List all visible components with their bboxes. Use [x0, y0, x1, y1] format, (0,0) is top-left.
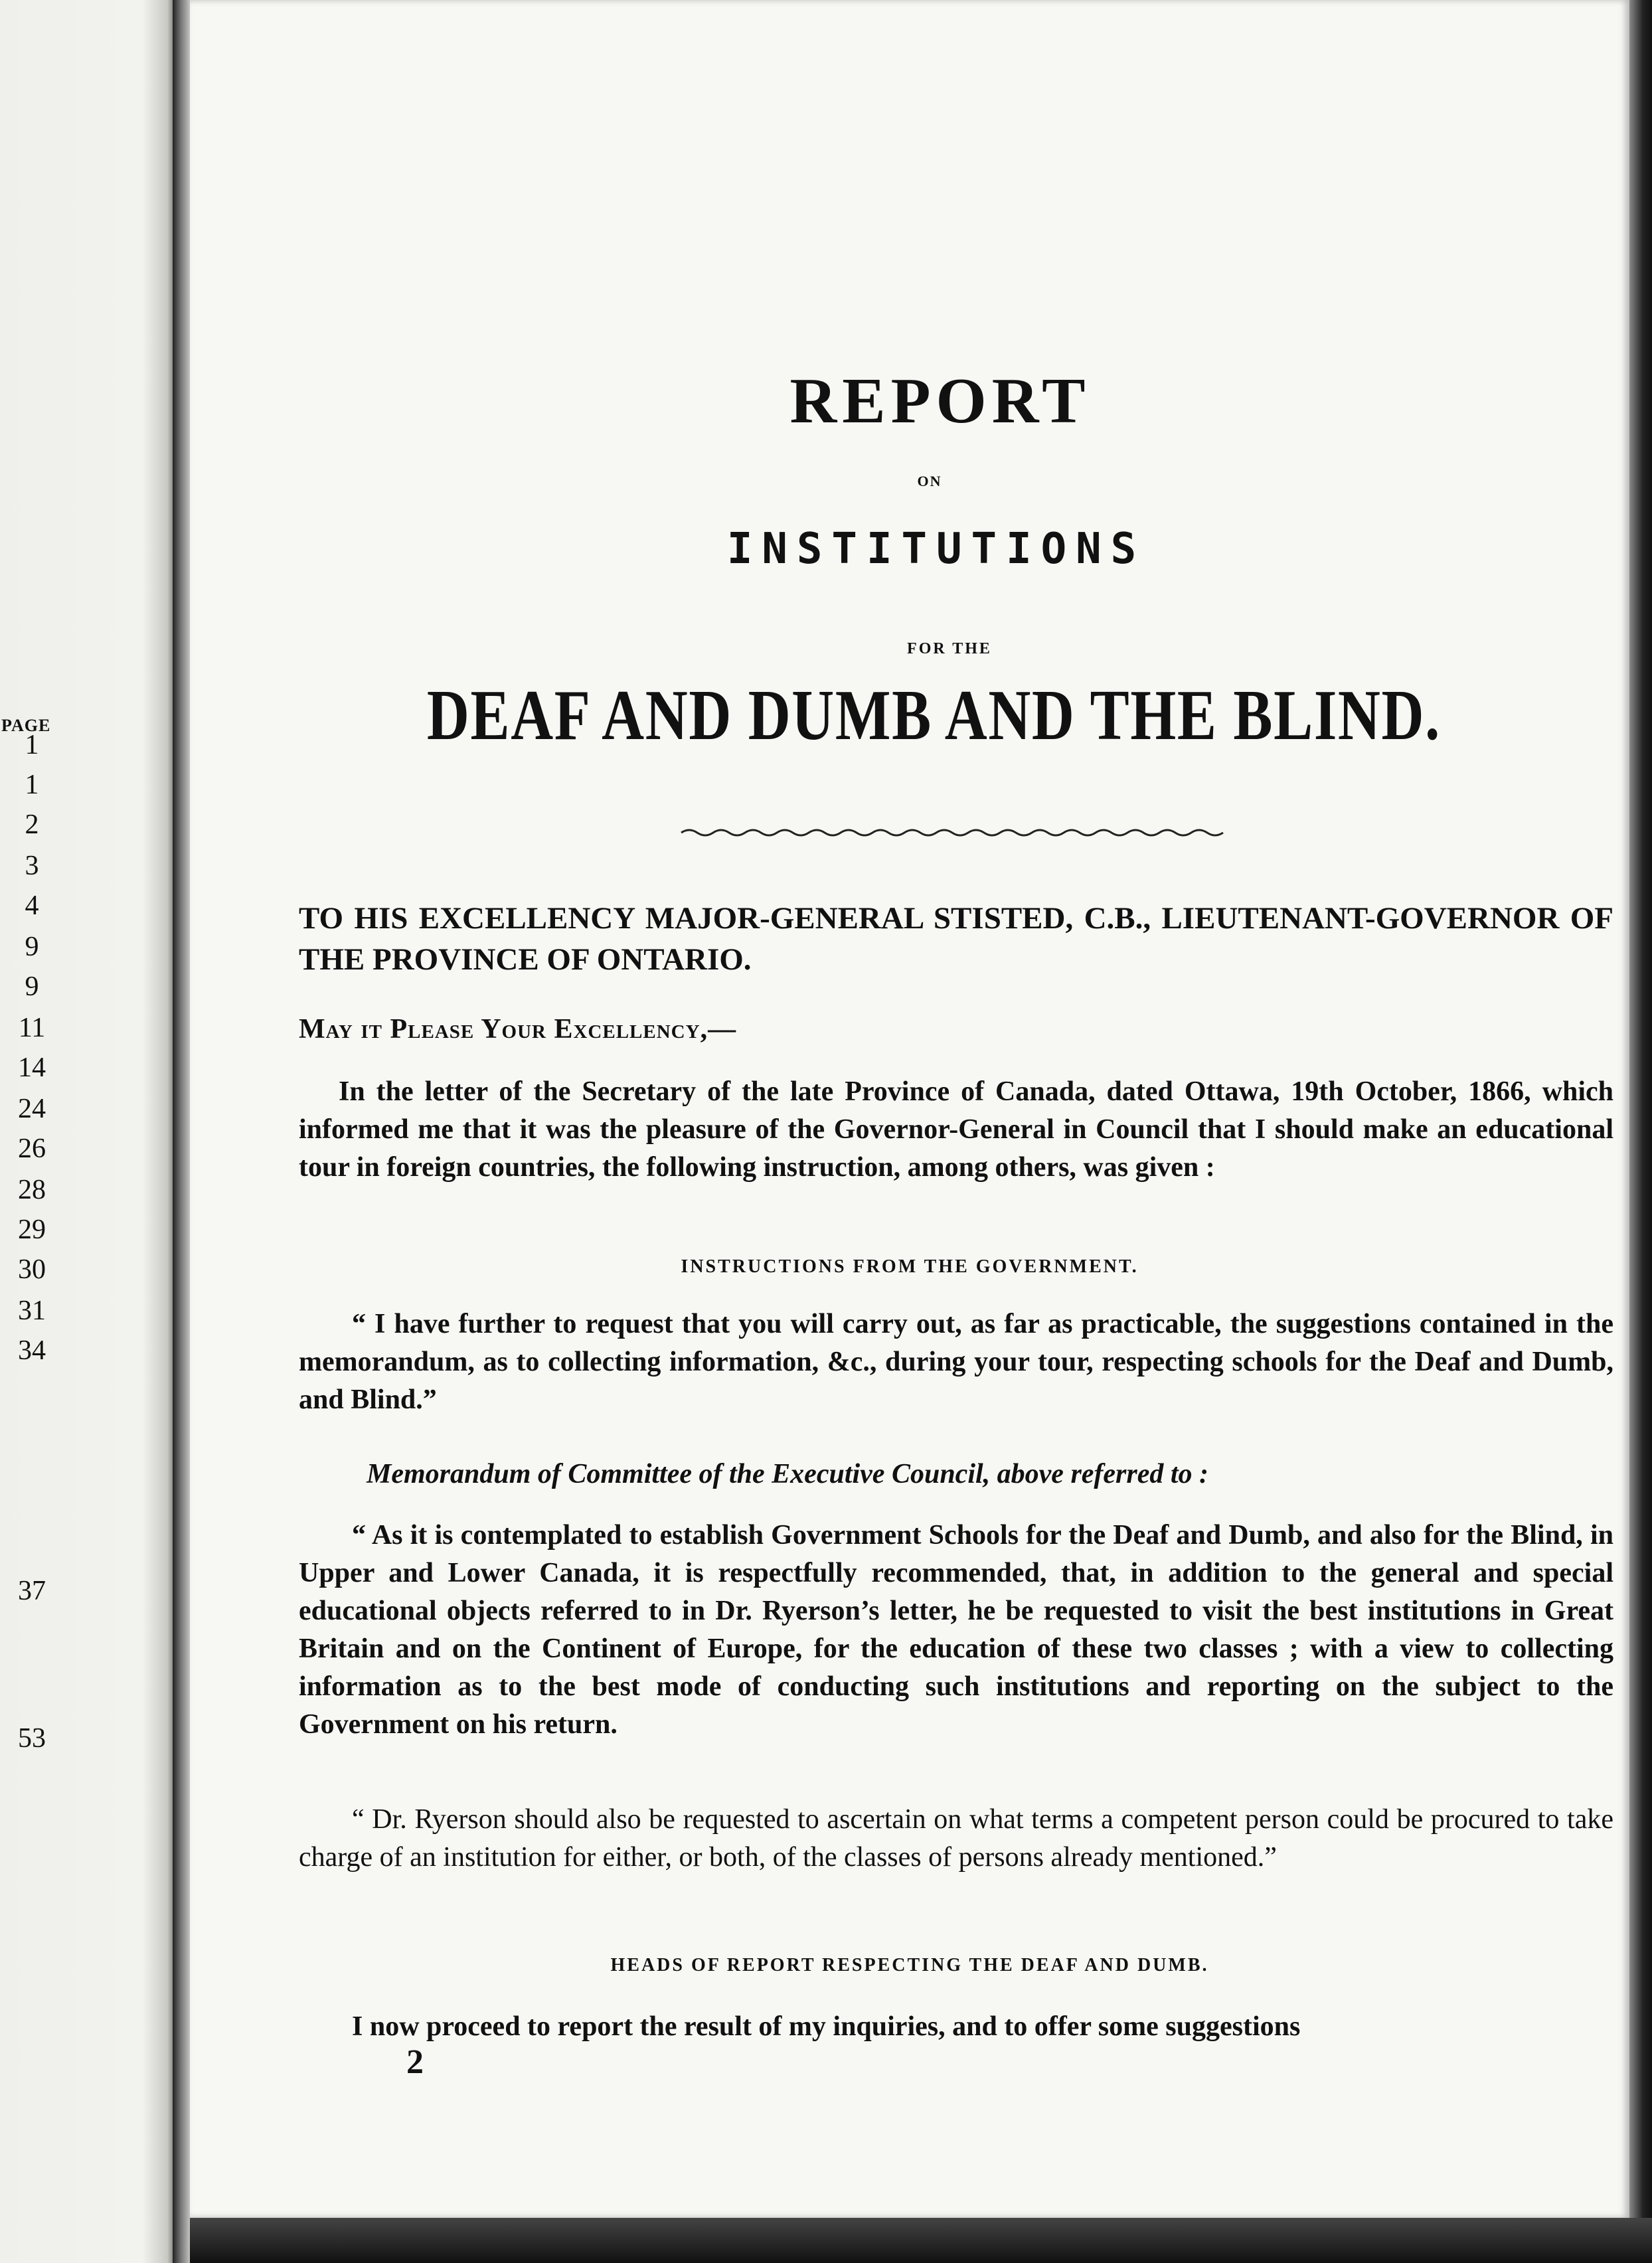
page-number: 29	[18, 1215, 46, 1245]
heads-of-report-heading: HEADS OF REPORT RESPECTING THE DEAF AND DUMB.	[610, 1955, 1209, 1975]
signature-mark: 2	[406, 2043, 424, 2081]
page-number: 30	[18, 1254, 46, 1285]
ornamental-rule	[655, 826, 1252, 839]
page-number: 24	[18, 1094, 46, 1124]
page-number: 53	[18, 1723, 46, 1754]
page-number: 11	[18, 1013, 46, 1043]
salutation: May it Please Your Excellency,—	[299, 1014, 737, 1045]
ryerson-quote: “ Dr. Ryerson should also be requested to ascertain on what terms a competent person could be procured to take charge of an institution for either, or both, of the classes of persons already mentioned.”	[299, 1804, 1613, 1873]
page-right-edge	[1629, 0, 1652, 2263]
title-connector-for-the: FOR THE	[907, 640, 992, 657]
book-gutter	[173, 0, 191, 2263]
facing-page-margin	[0, 0, 178, 2263]
page-number: 3	[25, 851, 39, 881]
opening-paragraph: In the letter of the Secretary of the late Province of Canada, dated Ottawa, 19th October, 1866, which informed me that it was the pleasure of the Governor-General in Council that I should make an educational tour in foreign countries, the following instruction, among others, was given :	[299, 1076, 1613, 1183]
page-number: 1	[25, 770, 39, 800]
page-number: 28	[18, 1175, 46, 1205]
page-bottom-edge	[190, 2218, 1652, 2263]
page-number: 4	[25, 890, 39, 921]
report-page	[190, 0, 1629, 2218]
closing-paragraph: I now proceed to report the result of my inquiries, and to offer some suggestions	[352, 2011, 1301, 2042]
instructions-heading: INSTRUCTIONS FROM THE GOVERNMENT.	[681, 1256, 1139, 1277]
memorandum-quote: “ As it is contemplated to establish Government Schools for the Deaf and Dumb, and also for the Blind, in Upper and Lower Canada, it is respectfully recommended, that, in addition to the general and special educational objects referred to in Dr. Ryerson’s letter, he be requested to visit the best institutions in Great Britain and on the Continent of Europe, for the education of these two classes ; with a view to collecting information as to the best mode of conducting such institutions and reporting on the subject to the Government on his return.	[299, 1520, 1613, 1740]
page-number: 37	[18, 1576, 46, 1606]
memorandum-label: Memorandum of Committee of the Executive Council, above referred to :	[367, 1459, 1209, 1489]
report-title: REPORT	[789, 365, 1091, 437]
institutions-title: INSTITUTIONS	[726, 525, 1146, 574]
address-heading: TO HIS EXCELLENCY MAJOR-GENERAL STISTED, C.B., LIEUTENANT-GOVERNOR OF THE PROVINCE OF ONTARIO.	[299, 901, 1613, 977]
title-connector-on: ON	[917, 473, 942, 489]
page-number: 9	[25, 932, 39, 962]
page-number: 1	[25, 730, 39, 760]
page-number: 2	[25, 809, 39, 840]
page-number: 14	[18, 1052, 46, 1083]
page-number: 26	[18, 1133, 46, 1164]
subject-title: DEAF AND DUMB AND THE BLIND.	[426, 676, 1441, 755]
page-number: 31	[18, 1296, 46, 1326]
page-number: 9	[25, 971, 39, 1002]
government-quote: “ I have further to request that you will carry out, as far as practicable, the suggestions contained in the memorandum, as to collecting information, &c., during your tour, respecting schools for the Deaf and Dumb, and Blind.”	[299, 1309, 1613, 1415]
page-column-header: PAGE	[1, 716, 51, 735]
page-number: 34	[18, 1335, 46, 1366]
